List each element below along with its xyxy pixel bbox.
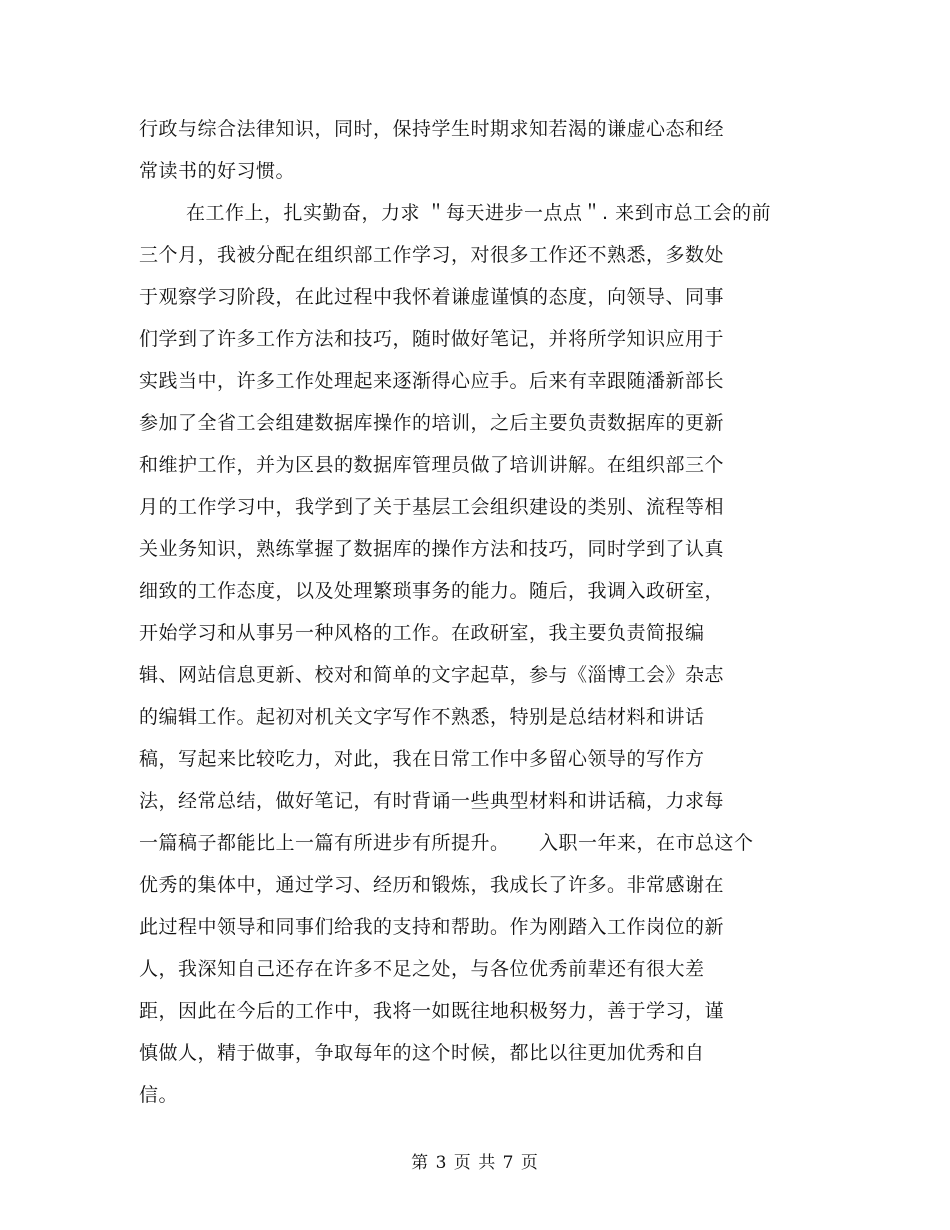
text-line: 信。 (139, 1084, 179, 1106)
text-line: 参加了全省工会组建数据库操作的培训，之后主要负责数据库的更新 (139, 412, 725, 434)
text-line: 慎做人，精于做事，争取每年的这个时候，都比以往更加优秀和自 (139, 1042, 705, 1064)
text-line: 一篇稿子都能比上一篇有所进步有所提升。 入职一年来，在市总这个 (139, 832, 754, 854)
text-line: 的编辑工作。起初对机关文字写作不熟悉，特别是总结材料和讲话 (139, 706, 705, 728)
text-line: 实践当中，许多工作处理起来逐渐得心应手。后来有幸跟随潘新部长 (139, 370, 725, 392)
text-line: 常读书的好习惯。 (139, 160, 296, 182)
text-line: 们学到了许多工作方法和技巧，随时做好笔记，并将所学知识应用于 (139, 328, 725, 350)
text-line: 和维护工作，并为区县的数据库管理员做了培训讲解。在组织部三个 (139, 454, 725, 476)
text-line: 法，经常总结，做好笔记，有时背诵一些典型材料和讲话稿，力求每 (139, 790, 725, 812)
text-line: 优秀的集体中，通过学习、经历和锻炼，我成长了许多。非常感谢在 (139, 874, 725, 896)
text-line: 稿，写起来比较吃力，对此，我在日常工作中多留心领导的写作方 (139, 748, 705, 770)
text-line: 月的工作学习中，我学到了关于基层工会组织建设的类别、流程等相 (139, 496, 725, 518)
text-line: 此过程中领导和同事们给我的支持和帮助。作为刚踏入工作岗位的新 (139, 916, 725, 938)
text-line: 于观察学习阶段，在此过程中我怀着谦虚谨慎的态度，向领导、同事 (139, 286, 725, 308)
text-line: 关业务知识，熟练掌握了数据库的操作方法和技巧，同时学到了认真 (139, 538, 725, 560)
text-line: 三个月，我被分配在组织部工作学习，对很多工作还不熟悉，多数处 (139, 244, 725, 266)
text-line: 行政与综合法律知识，同时，保持学生时期求知若渴的谦虚心态和经 (139, 118, 725, 140)
paragraph-start-line: 在工作上，扎实勤奋，力求 ＂每天进步一点点＂. 来到市总工会的前 (186, 202, 772, 224)
text-line: 开始学习和从事另一种风格的工作。在政研室，我主要负责简报编 (139, 622, 705, 644)
text-line: 辑、网站信息更新、校对和简单的文字起草，参与《淄博工会》杂志 (139, 664, 725, 686)
text-line: 细致的工作态度，以及处理繁琐事务的能力。随后，我调入政研室， (139, 580, 725, 602)
text-line: 距，因此在今后的工作中，我将一如既往地积极努力，善于学习，谨 (139, 1000, 725, 1022)
text-line: 人，我深知自己还存在许多不足之处，与各位优秀前辈还有很大差 (139, 958, 705, 980)
page-number-footer: 第 3 页 共 7 页 (411, 1153, 539, 1173)
